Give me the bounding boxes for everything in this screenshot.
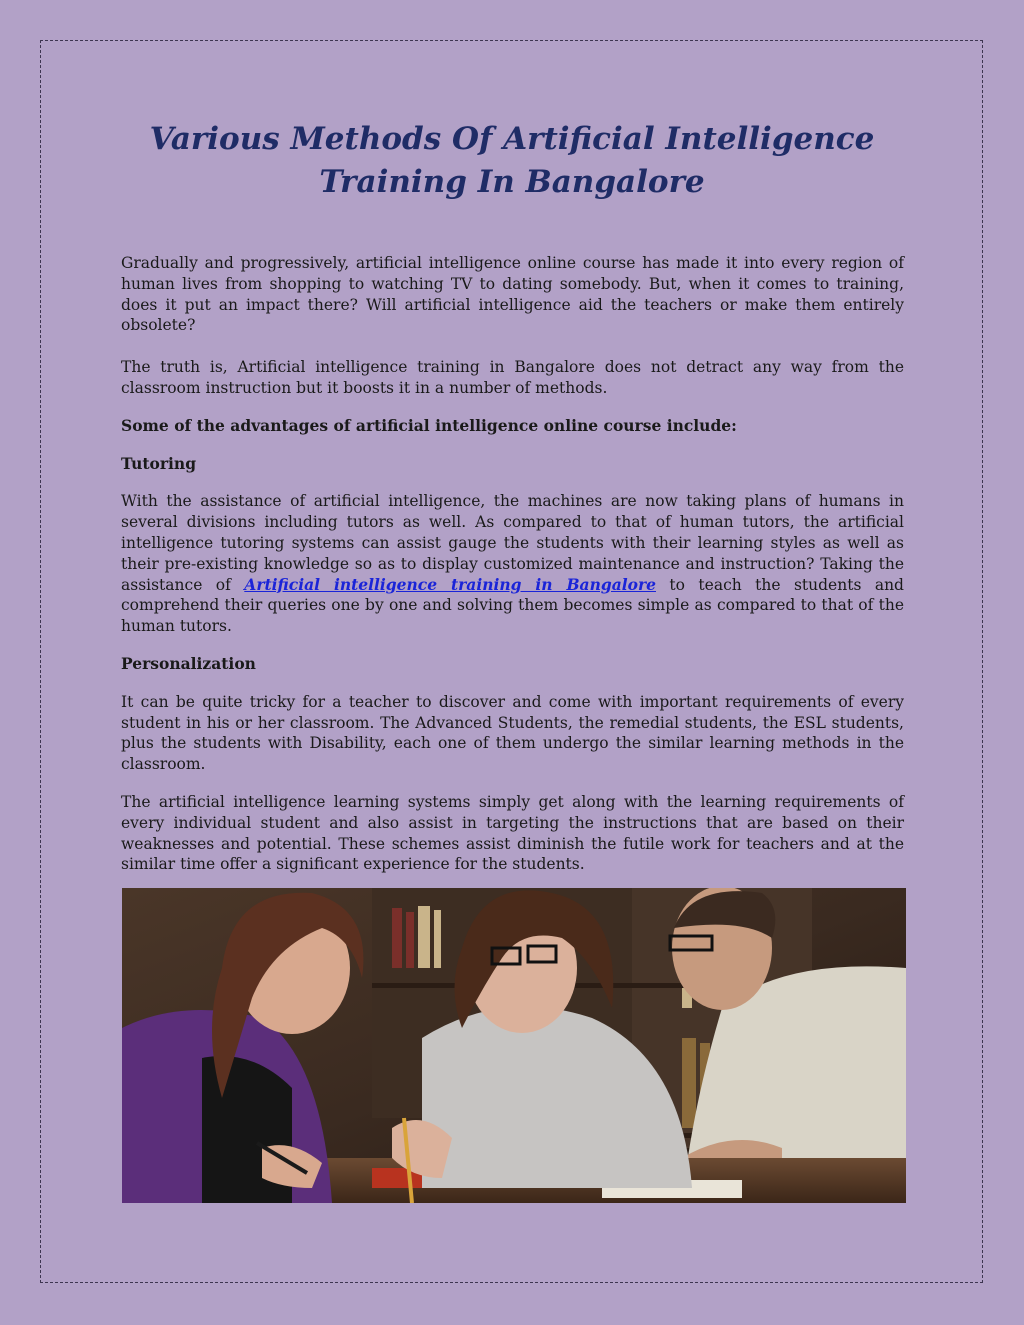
tutoring-text-before-link: With the assistance of artificial intelligence, the machines are now taking plans of humans in several divisions including tutors as well. As compared to that of human tutors, the artificial intelligence tutoring systems can assist gauge the students with their learning styles as well as their pre-existing knowledge so as to display customized maintenance and instruction? Taking the assistance of xyxy=(121,492,904,594)
article-body xyxy=(121,253,904,875)
advantages-heading: Some of the advantages of artificial intelligence online course include: xyxy=(121,415,737,435)
tutoring-paragraph xyxy=(121,491,904,637)
tutoring-text-after-link: to teach the students and comprehend their queries one by one and solving them becomes simple as compared to that of the human tutors. xyxy=(121,575,904,636)
personalization-paragraph-2: The artificial intelligence learning systems simply get along with the learning requirements of every individual student and also assist in targeting the instructions that are based on their weaknesses and potential. These schemes assist diminish the futile work for teachers and at the similar time offer a significant experience for the students. xyxy=(121,792,904,874)
personalization-paragraph-1: It can be quite tricky for a teacher to discover and come with important requirements of every student in his or her classroom. The Advanced Students, the remedial students, the ESL students, plus the students with Disability, each one of them undergo the similar learning methods in the classroom. xyxy=(121,692,904,774)
truth-paragraph: The truth is, Artificial intelligence training in Bangalore does not detract any way from the classroom instruction but it boosts it in a number of methods. xyxy=(121,358,904,397)
students-studying-photo xyxy=(122,888,906,1203)
ai-training-bangalore-link[interactable]: Artificial intelligence training in Bangalore xyxy=(244,574,656,594)
intro-paragraph: Gradually and progressively, artificial intelligence online course has made it into every region of human lives from shopping to watching TV to dating somebody. But, when it comes to training, does it put an impact there? Will artificial intelligence aid the teachers or make them entirely obsolete? xyxy=(121,254,904,335)
personalization-heading: Personalization xyxy=(121,653,256,673)
tutoring-heading: Tutoring xyxy=(121,453,197,473)
page-title: Various Methods Of Artificial Intelligence Training In Bangalore xyxy=(149,121,875,200)
